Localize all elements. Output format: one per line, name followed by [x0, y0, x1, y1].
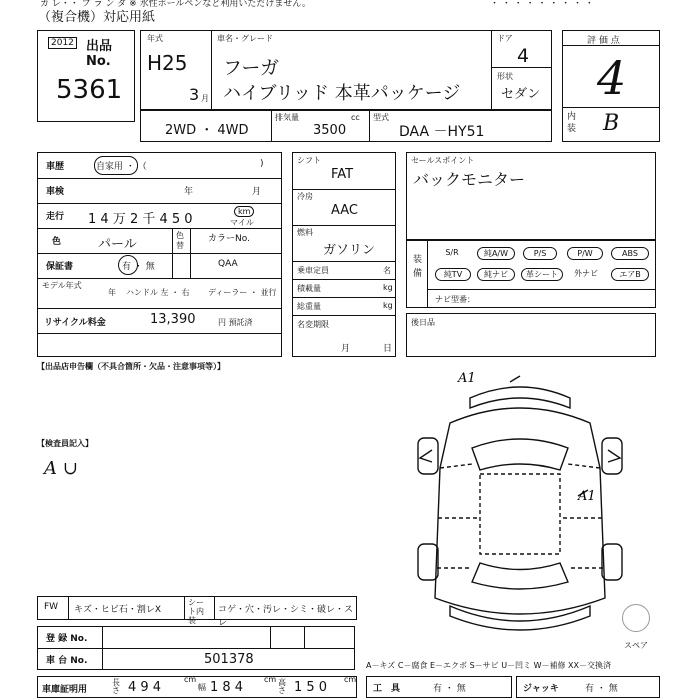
sales-point-label: セールスポイント	[411, 156, 475, 165]
seller-notes-label: 【出品店申告欄（不具合箇所・欠品・注意事項等）】	[37, 362, 225, 371]
lot-number: 5361	[56, 75, 123, 105]
recycle-value: 13,390	[150, 312, 196, 327]
color-value: パール	[98, 237, 137, 252]
info-table	[37, 152, 282, 357]
car-diagram	[410, 368, 670, 638]
equipment-label: 装備	[413, 255, 423, 279]
lot-year-tag: 2012	[48, 37, 77, 49]
deadline-label: 名変期限	[297, 320, 329, 329]
seat-value: コゲ・穴・汚レ・シミ・破レ・スレ	[218, 605, 354, 628]
fw-label: FW	[44, 602, 59, 612]
equipment-box	[406, 240, 656, 308]
equip-ext-navi: 外ナビ	[574, 269, 598, 278]
history-label: 車歴	[46, 162, 65, 172]
gross-label: 総重量	[297, 302, 321, 311]
warranty-value: 有 ・ 無	[122, 262, 155, 272]
jack-label: ジャッキ	[523, 684, 559, 694]
color-change-label: 色替	[176, 231, 184, 250]
model-year-label: モデル年式	[42, 281, 82, 290]
height-label: 高さ	[278, 678, 286, 695]
fuel-value: ガソリン	[323, 243, 376, 258]
vehicle-shape: セダン	[501, 87, 541, 102]
name-label: 車名・グレード	[217, 34, 273, 43]
length-label: 長さ	[112, 678, 120, 695]
diagram-mark-side: A1	[578, 489, 596, 504]
inspector-note: A ∪	[44, 458, 78, 479]
interior-score: B	[603, 111, 620, 136]
ac-value: AAC	[331, 203, 358, 218]
history-close: )	[260, 159, 264, 169]
lot-label: 出品 No.	[86, 39, 113, 69]
mile-unit: マイル	[230, 218, 254, 227]
height-unit: cm	[344, 675, 357, 684]
equip-ps: P/S	[523, 247, 557, 260]
jack-value: 有 ・ 無	[585, 684, 618, 694]
color-code-label: カラーNo.	[208, 234, 250, 244]
load-label: 積載量	[297, 284, 321, 293]
lot-box	[37, 30, 135, 122]
tools-label: 工 具	[373, 684, 401, 694]
mileage-value: 1 4 万 2 千 4 5 0	[88, 212, 193, 227]
fuel-label: 燃料	[297, 228, 313, 237]
equip-abs: ABS	[611, 247, 649, 260]
equip-navi: 純ナビ	[477, 268, 515, 281]
engine-row	[140, 110, 552, 142]
sales-point-box	[406, 152, 656, 240]
capacity-label: 乗車定員	[297, 266, 329, 275]
drive-type: 2WD ・ 4WD	[165, 123, 249, 138]
shift-value: FAT	[331, 167, 354, 182]
shift-label: シフト	[297, 156, 321, 165]
inspector-label: 【検査員記入】	[37, 439, 93, 448]
year-label: 年式	[147, 34, 163, 43]
warranty-circle	[118, 255, 138, 275]
deadline-month: 月	[341, 344, 351, 354]
model-year-unit: 年	[108, 288, 116, 297]
damage-legend: A－キズ C－腐食 E－エクボ S－サビ U－凹ミ W－補修 XX－交換済	[366, 661, 612, 670]
spec-table	[292, 152, 396, 357]
ac-label: 冷房	[297, 192, 313, 201]
model-label: 型式	[373, 113, 389, 122]
width-unit: cm	[264, 675, 277, 684]
width-label: 幅	[198, 683, 206, 692]
seat-label: シート内装	[188, 598, 204, 625]
chassis-label: 車 台 No.	[46, 656, 88, 666]
recycle-unit: 円 預託済	[218, 318, 253, 327]
tools-box	[366, 676, 512, 698]
history-value: 自家用 ・ （	[96, 162, 147, 172]
tools-value: 有 ・ 無	[433, 684, 466, 694]
vehicle-name: フーガ	[223, 57, 280, 79]
header-code: ・ ・ ・ ・ ・ ・ ・ ・ ・	[490, 0, 594, 9]
month-unit: 月	[201, 94, 209, 103]
recycle-label: リサイクル料金	[44, 318, 106, 328]
inspection-month: 月	[252, 187, 262, 197]
length-value: 4 9 4	[128, 680, 162, 695]
equip-tv: 純TV	[435, 268, 471, 281]
navi-model-label: ナビ型番：	[435, 295, 475, 304]
km-unit: km	[234, 206, 254, 217]
vehicle-doors: 4	[517, 45, 530, 67]
score-label: 評 価 点	[587, 36, 620, 46]
dimensions-row	[37, 676, 357, 698]
color-label: 色	[52, 237, 62, 247]
displacement-label: 排気量	[275, 113, 299, 122]
inspection-year: 年	[184, 187, 194, 197]
handle-value: ハンドル 左 ・ 右	[126, 288, 190, 297]
spare-label: スペア	[624, 641, 648, 650]
gross-unit: kg	[383, 301, 393, 310]
shape-label: 形状	[497, 72, 513, 81]
width-value: 1 8 4	[210, 680, 244, 695]
doors-label: ドア	[497, 34, 513, 43]
equip-pw: P/W	[567, 247, 603, 260]
equip-airbag: エアB	[611, 268, 649, 281]
vehicle-month: 3	[189, 85, 200, 104]
overall-score: 4	[597, 51, 627, 105]
registration-box	[37, 626, 355, 670]
mileage-label: 走行	[46, 212, 65, 222]
equip-sr: S/R	[445, 248, 459, 257]
interior-label: 内装	[567, 112, 577, 134]
length-unit: cm	[184, 675, 197, 684]
condition-row	[37, 596, 357, 628]
equip-leather: 革シート	[521, 268, 563, 281]
history-circle	[94, 156, 138, 175]
equip-aw: 純A/W	[477, 247, 515, 260]
registration-label: 登 録 No.	[46, 634, 88, 644]
vehicle-model: DAA －HY51	[399, 124, 485, 140]
vehicle-era: H25	[147, 51, 188, 75]
color-code: QAA	[218, 259, 238, 269]
vehicle-box	[140, 30, 552, 110]
cc-unit: cc	[351, 113, 360, 122]
chassis-number: 501378	[204, 652, 254, 667]
header-subtitle: （複合機）対応用紙	[38, 10, 156, 25]
warranty-label: 保証書	[46, 262, 74, 272]
deadline-day: 日	[383, 344, 393, 354]
fw-value: キズ・ヒビ石・割レX	[74, 605, 161, 615]
after-install-box	[406, 313, 656, 357]
displacement: 3500	[313, 123, 347, 138]
dimensions-label: 車庫証明用	[42, 685, 88, 695]
height-value: 1 5 0	[294, 680, 328, 695]
vehicle-grade: ハイブリッド 本革パッケージ	[223, 83, 461, 104]
capacity-unit: 名	[383, 266, 391, 275]
sales-point-value: バックモニター	[413, 170, 526, 189]
spare-tire-icon	[622, 604, 650, 632]
dealer-value: ディーラー ・ 並行	[208, 288, 277, 297]
after-install-label: 後日品	[411, 318, 435, 327]
diagram-mark-front: A1	[458, 371, 476, 386]
inspection-label: 車検	[46, 187, 65, 197]
header-notice: カ レ・・ プ ラ ン ダ ※ 水性ボールペンなど利用いただけません。	[40, 0, 311, 9]
score-box	[562, 30, 660, 142]
jack-box	[516, 676, 660, 698]
load-unit: kg	[383, 283, 393, 292]
